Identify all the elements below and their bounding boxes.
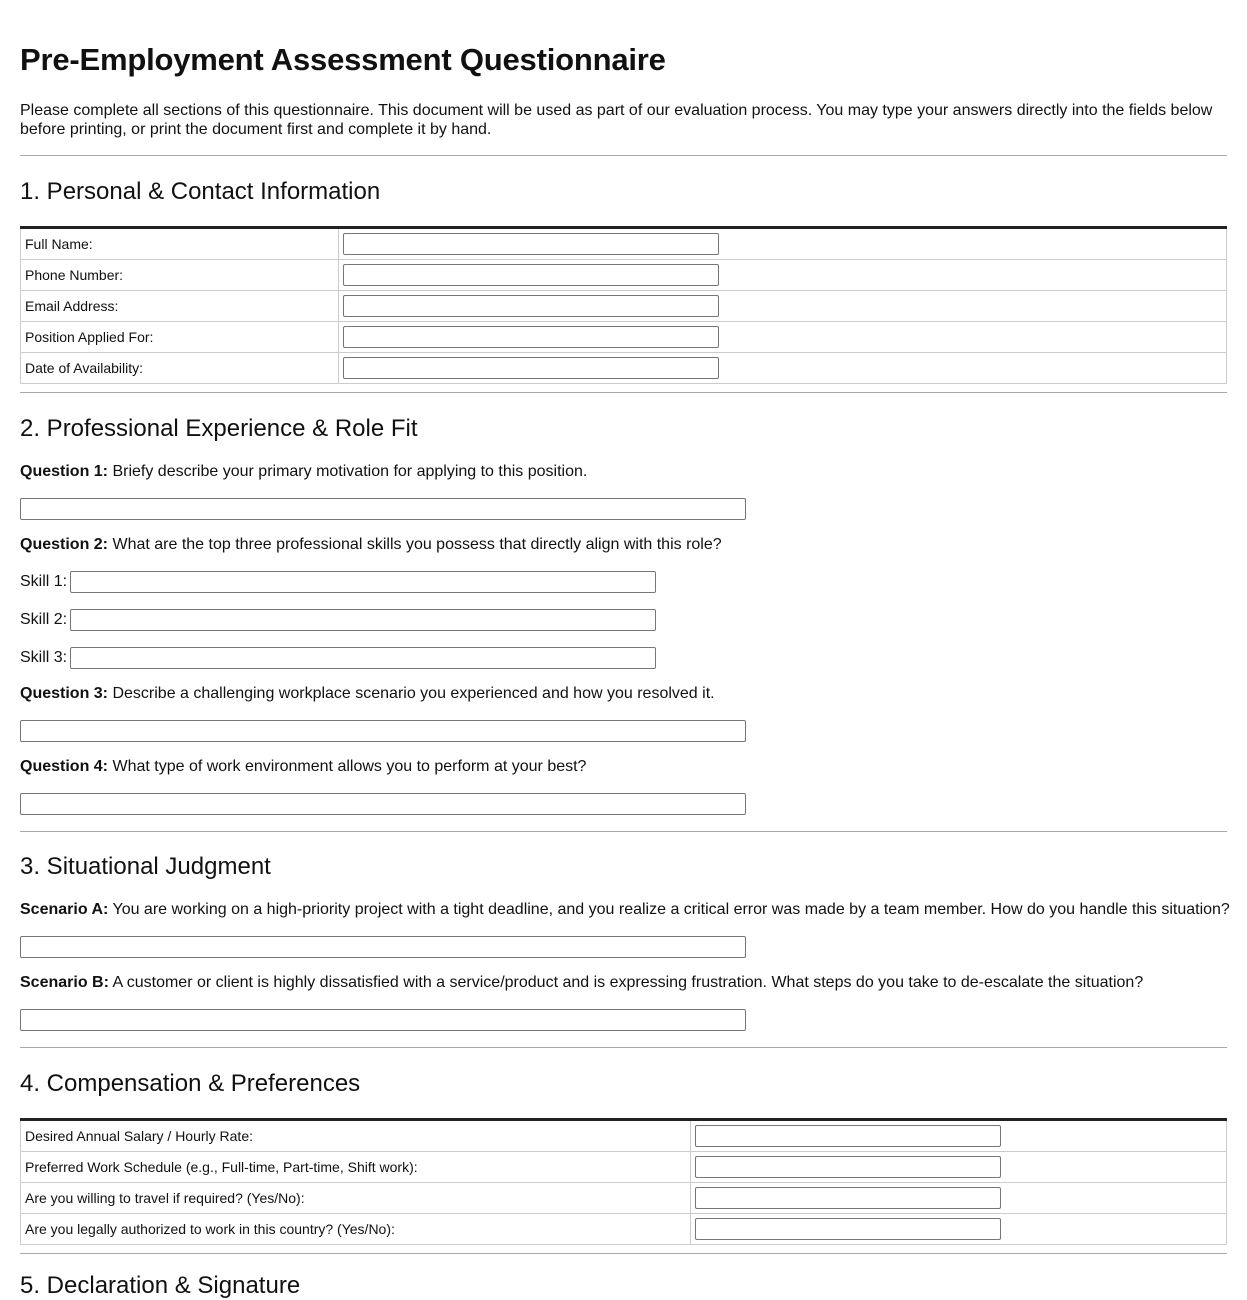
full-name-field[interactable] [343,233,719,255]
work-schedule-field[interactable] [695,1156,1001,1178]
scenario-a-text: You are working on a high-priority project with a tight deadline, and you realize a critical error was made by a team member. How do you handle this situation? [108,901,1230,918]
table-row [21,260,1227,291]
divider [20,155,1227,156]
divider [20,1253,1227,1254]
skill-1-label: Skill 1: [20,573,68,590]
salary-field[interactable] [695,1125,1001,1147]
question-1-answer[interactable] [20,498,746,520]
phone-number-label: Phone Number: [21,260,339,291]
skill-3-label: Skill 3: [20,649,68,666]
scenario-a [20,901,1230,919]
question-3 [20,685,715,703]
availability-date-field[interactable] [343,357,719,379]
question-4 [20,758,586,776]
scenario-b-lead: Scenario B: [20,974,109,991]
position-applied-field[interactable] [343,326,719,348]
skill-3-field[interactable] [70,647,656,669]
table-row [21,1183,1227,1214]
question-1 [20,463,587,481]
section-4-heading: 4. Compensation & Preferences [20,1070,361,1097]
question-2 [20,536,722,554]
scenario-b-text: A customer or client is highly dissatisfied with a service/product and is expressing frustration. What steps do you take to de-escalate the situation? [108,974,1144,991]
scenario-b [20,974,1143,992]
table-row [21,353,1227,384]
question-2-lead: Question 2: [20,536,109,553]
email-address-label: Email Address: [21,291,339,322]
travel-field[interactable] [695,1187,1001,1209]
work-authorization-field[interactable] [695,1218,1001,1240]
position-applied-label: Position Applied For: [21,322,339,353]
table-row [21,228,1227,260]
table-row [21,1214,1227,1245]
page-title: Pre-Employment Assessment Questionnaire [20,42,666,77]
scenario-b-answer[interactable] [20,1009,746,1031]
section-1-heading: 1. Personal & Contact Information [20,178,381,205]
personal-info-table [20,226,1227,384]
skill-3-row [20,647,656,669]
question-3-answer[interactable] [20,720,746,742]
phone-number-field[interactable] [343,264,719,286]
intro-text: Please complete all sections of this questionnaire. This document will be used as part of our evaluation process. You may type your answers directly into the fields below before printing, or print the document first and complete it by hand. [20,102,1213,138]
full-name-label: Full Name: [21,228,339,260]
section-3-heading: 3. Situational Judgment [20,853,271,880]
question-1-text: Briefy describe your primary motivation for applying to this position. [108,463,588,480]
compensation-table [20,1118,1227,1245]
question-3-text: Describe a challenging workplace scenario you experienced and how you resolved it. [108,685,715,702]
divider [20,392,1227,393]
skill-1-row [20,571,656,593]
work-schedule-label: Preferred Work Schedule (e.g., Full-time, Part-time, Shift work): [21,1152,691,1183]
divider [20,1047,1227,1048]
question-2-text: What are the top three professional skills you possess that directly align with this role? [108,536,722,553]
scenario-a-answer[interactable] [20,936,746,958]
travel-label: Are you willing to travel if required? (Yes/No): [21,1183,691,1214]
skill-2-field[interactable] [70,609,656,631]
table-row [21,1152,1227,1183]
salary-label: Desired Annual Salary / Hourly Rate: [21,1120,691,1152]
question-4-answer[interactable] [20,793,746,815]
section-5-heading: 5. Declaration & Signature [20,1272,301,1299]
availability-date-label: Date of Availability: [21,353,339,384]
divider [20,831,1227,832]
section-2-heading: 2. Professional Experience & Role Fit [20,415,418,442]
table-row [21,1120,1227,1152]
work-authorization-label: Are you legally authorized to work in this country? (Yes/No): [21,1214,691,1245]
question-1-lead: Question 1: [20,463,109,480]
scenario-a-lead: Scenario A: [20,901,109,918]
question-4-lead: Question 4: [20,758,109,775]
table-row [21,322,1227,353]
question-3-lead: Question 3: [20,685,109,702]
skill-1-field[interactable] [70,571,656,593]
table-row [21,291,1227,322]
skill-2-row [20,609,656,631]
skill-2-label: Skill 2: [20,611,68,628]
question-4-text: What type of work environment allows you to perform at your best? [108,758,587,775]
email-address-field[interactable] [343,295,719,317]
